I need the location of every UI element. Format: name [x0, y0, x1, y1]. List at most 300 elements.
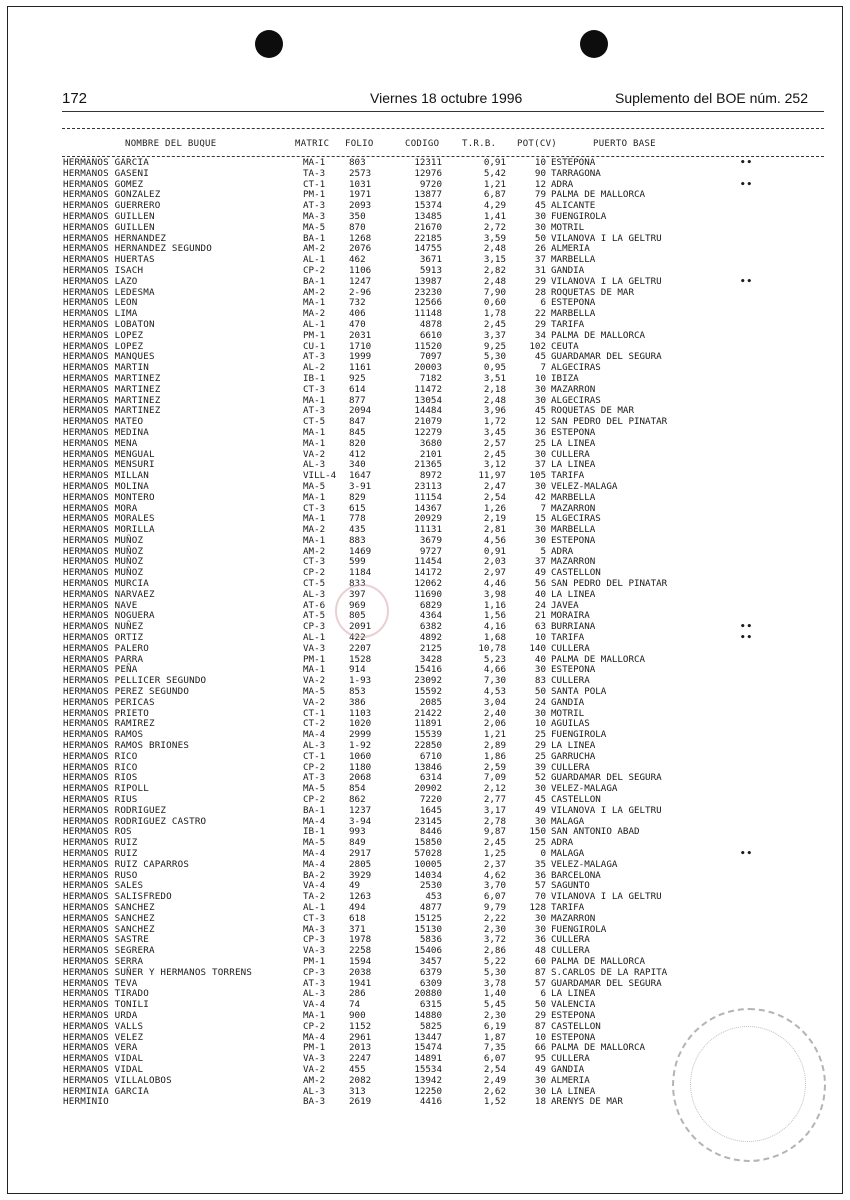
- home-port: MARBELLA: [551, 254, 596, 266]
- home-port: CEUTA: [551, 340, 579, 352]
- table-row: [0, 860, 850, 871]
- matricula: CT-3: [303, 912, 326, 924]
- codigo: 15125: [414, 912, 442, 924]
- vessel-name: HERMANOS RUIZ CAPARROS: [63, 858, 190, 870]
- matricula: AM-2: [303, 286, 326, 298]
- home-port: PALMA DE MALLORCA: [551, 189, 646, 201]
- folio: 1268: [349, 232, 372, 244]
- table-row: [0, 752, 850, 763]
- folio: 862: [349, 794, 366, 806]
- matricula: AL-3: [303, 1085, 326, 1097]
- home-port: ADRA: [551, 545, 574, 557]
- codigo: 15130: [414, 923, 442, 935]
- power-cv: 45: [534, 351, 546, 363]
- vessel-name: HERMANOS URDA: [63, 1009, 138, 1021]
- vessel-name: HERMANOS MENSURI: [63, 459, 155, 471]
- power-cv: 95: [534, 1053, 546, 1065]
- home-port: SAN PEDRO DEL PINATAR: [551, 416, 668, 428]
- trb: 0,91: [483, 545, 506, 557]
- matricula: AL-1: [303, 254, 326, 266]
- folio: 778: [349, 513, 366, 525]
- vessel-name: HERMANOS MARTINEZ: [63, 405, 161, 417]
- trb: 1,40: [483, 988, 506, 1000]
- archive-stamp: [672, 1008, 826, 1162]
- home-port: CULLERA: [551, 675, 590, 687]
- table-row: [0, 439, 850, 450]
- codigo: 5913: [419, 264, 442, 276]
- codigo: 8446: [419, 826, 442, 838]
- trb: 5,23: [483, 653, 506, 665]
- folio: 74: [349, 999, 361, 1011]
- matricula: MA-1: [303, 664, 326, 676]
- folio: 845: [349, 426, 366, 438]
- vessel-name: HERMANOS LEDESMA: [63, 286, 155, 298]
- trb: 3,15: [483, 254, 506, 266]
- power-cv: 70: [534, 891, 546, 903]
- matricula: AL-3: [303, 459, 326, 471]
- codigo: 4416: [419, 1096, 442, 1108]
- matricula: VA-3: [303, 945, 326, 957]
- power-cv: 36: [534, 426, 546, 438]
- home-port: ESTEPONA: [551, 157, 596, 168]
- codigo: 6710: [419, 750, 442, 762]
- power-cv: 150: [529, 826, 546, 838]
- trb: 2,30: [483, 923, 506, 935]
- power-cv: 105: [529, 470, 546, 482]
- trb: 11,97: [478, 470, 506, 482]
- matricula: VA-3: [303, 642, 326, 654]
- folio: 2068: [349, 772, 372, 784]
- folio: 397: [349, 588, 366, 600]
- matricula: PM-1: [303, 1042, 326, 1054]
- power-cv: 30: [534, 534, 546, 546]
- home-port: MORAIRA: [551, 610, 590, 622]
- power-cv: 102: [529, 340, 546, 352]
- home-port: MARBELLA: [551, 524, 596, 536]
- home-port: CASTELLON: [551, 794, 601, 806]
- power-cv: 30: [534, 923, 546, 935]
- codigo: 20880: [414, 988, 442, 1000]
- matricula: AM-2: [303, 243, 326, 255]
- home-port: MARBELLA: [551, 308, 596, 320]
- home-port: MALAGA: [551, 815, 585, 827]
- folio: 2917: [349, 848, 372, 859]
- matricula: VA-2: [303, 696, 326, 708]
- folio: 2091: [349, 621, 372, 633]
- power-cv: 37: [534, 254, 546, 266]
- folio: 1469: [349, 545, 372, 557]
- power-cv: 57: [534, 977, 546, 989]
- home-port: VILANOVA I LA GELTRU: [551, 804, 662, 816]
- trb: 4,16: [483, 621, 506, 633]
- home-port: GANDIA: [551, 1063, 585, 1075]
- codigo: 9727: [419, 545, 442, 557]
- folio: 1060: [349, 750, 372, 762]
- matricula: PM-1: [303, 329, 326, 341]
- trb: 1,72: [483, 416, 506, 428]
- folio: 614: [349, 383, 366, 395]
- power-cv: 37: [534, 459, 546, 471]
- vessel-name: HERMANOS LAZO: [63, 275, 138, 287]
- home-port: GANDIA: [551, 264, 585, 276]
- table-row: [0, 385, 850, 396]
- folio: 1184: [349, 567, 372, 579]
- folio: 1237: [349, 804, 372, 816]
- power-cv: 6: [540, 988, 546, 1000]
- codigo: 11148: [414, 308, 442, 320]
- folio: 1594: [349, 955, 372, 967]
- trb: 1,16: [483, 599, 506, 611]
- codigo: 14484: [414, 405, 442, 417]
- power-cv: 30: [534, 480, 546, 492]
- matricula: CP-2: [303, 761, 326, 773]
- power-cv: 48: [534, 945, 546, 957]
- power-cv: 49: [534, 1063, 546, 1075]
- trb: 3,37: [483, 329, 506, 341]
- mark: ••: [740, 621, 754, 633]
- trb: 4,66: [483, 664, 506, 676]
- codigo: 57028: [414, 848, 442, 859]
- folio: 422: [349, 632, 366, 644]
- vessel-name: HERMANOS GOMEZ: [63, 178, 144, 190]
- vessel-name: HERMANOS MUÑOZ: [63, 534, 144, 546]
- folio: 350: [349, 210, 366, 222]
- vessel-name: HERMANOS RUSO: [63, 869, 138, 881]
- matricula: PM-1: [303, 189, 326, 201]
- folio: 406: [349, 308, 366, 320]
- matricula: CT-1: [303, 750, 326, 762]
- matricula: AL-1: [303, 632, 326, 644]
- folio: 2619: [349, 1096, 372, 1108]
- trb: 9,87: [483, 826, 506, 838]
- codigo: 15592: [414, 686, 442, 698]
- folio: 1263: [349, 891, 372, 903]
- matricula: TA-3: [303, 167, 326, 179]
- vessel-name: HERMANOS GUILLEN: [63, 210, 155, 222]
- home-port: LA LINEA: [551, 988, 596, 1000]
- power-cv: 29: [534, 275, 546, 287]
- folio: 900: [349, 1009, 366, 1021]
- table-row: [0, 806, 850, 817]
- codigo: 6829: [419, 599, 442, 611]
- matricula: MA-4: [303, 815, 326, 827]
- column-header-pot: POT(CV): [517, 139, 558, 149]
- matricula: MA-4: [303, 729, 326, 741]
- matricula: MA-4: [303, 848, 326, 859]
- matricula: CU-1: [303, 340, 326, 352]
- power-cv: 30: [534, 664, 546, 676]
- power-cv: 26: [534, 243, 546, 255]
- vessel-name: HERMANOS GONZALEZ: [63, 189, 161, 201]
- trb: 2,37: [483, 858, 506, 870]
- trb: 3,98: [483, 588, 506, 600]
- trb: 6,07: [483, 1053, 506, 1065]
- vessel-name: HERMANOS MURCIA: [63, 578, 149, 590]
- publication-title: Suplemento del BOE núm. 252: [615, 90, 809, 106]
- vessel-name: HERMANOS MUÑOZ: [63, 556, 144, 568]
- matricula: MA-5: [303, 480, 326, 492]
- codigo: 20003: [414, 362, 442, 374]
- home-port: TARRAGONA: [551, 167, 601, 179]
- trb: 2,12: [483, 783, 506, 795]
- power-cv: 18: [534, 1096, 546, 1108]
- vessel-name: HERMANOS VERA: [63, 1042, 138, 1054]
- codigo: 7097: [419, 351, 442, 363]
- trb: 2,82: [483, 264, 506, 276]
- matricula: BA-1: [303, 275, 326, 287]
- matricula: PM-1: [303, 955, 326, 967]
- home-port: BURRIANA: [551, 621, 596, 633]
- folio: 820: [349, 437, 366, 449]
- power-cv: 140: [529, 642, 546, 654]
- vessel-name: HERMANOS PELLICER SEGUNDO: [63, 675, 207, 687]
- home-port: LA LINEA: [551, 588, 596, 600]
- power-cv: 10: [534, 1031, 546, 1043]
- vessel-name: HERMANOS SALES: [63, 880, 144, 892]
- matricula: AL-3: [303, 740, 326, 752]
- trb: 3,70: [483, 880, 506, 892]
- table-row: [0, 331, 850, 342]
- home-port: JAVEA: [551, 599, 579, 611]
- trb: 4,62: [483, 869, 506, 881]
- folio: 803: [349, 157, 366, 168]
- folio: 2258: [349, 945, 372, 957]
- home-port: ADRA: [551, 837, 574, 849]
- folio: 470: [349, 318, 366, 330]
- vessel-name: HERMANOS SERRA: [63, 955, 144, 967]
- codigo: 23145: [414, 815, 442, 827]
- home-port: CASTELLON: [551, 1020, 601, 1032]
- trb: 2,06: [483, 718, 506, 730]
- vessel-name: HERMANOS GASENI: [63, 167, 149, 179]
- power-cv: 36: [534, 934, 546, 946]
- power-cv: 25: [534, 750, 546, 762]
- home-port: ALGECIRAS: [551, 362, 601, 374]
- home-port: CULLERA: [551, 945, 590, 957]
- trb: 2,47: [483, 480, 506, 492]
- power-cv: 30: [534, 394, 546, 406]
- matricula: CT-1: [303, 707, 326, 719]
- trb: 1,52: [483, 1096, 506, 1108]
- home-port: LA LINEA: [551, 459, 596, 471]
- codigo: 6315: [419, 999, 442, 1011]
- vessel-name: HERMANOS NARVAEZ: [63, 588, 155, 600]
- codigo: 453: [425, 891, 442, 903]
- table-row: [0, 914, 850, 925]
- vessel-name: HERMANOS TIRADO: [63, 988, 149, 1000]
- mark: ••: [740, 157, 754, 168]
- codigo: 11472: [414, 383, 442, 395]
- power-cv: 7: [540, 362, 546, 374]
- matricula: BA-2: [303, 869, 326, 881]
- vessel-name: HERMANOS PEREZ SEGUNDO: [63, 686, 190, 698]
- folio: 2999: [349, 729, 372, 741]
- trb: 2,59: [483, 761, 506, 773]
- vessel-name: HERMANOS PERICAS: [63, 696, 155, 708]
- column-header-trb: T.R.B.: [462, 139, 497, 149]
- power-cv: 30: [534, 707, 546, 719]
- power-cv: 128: [529, 901, 546, 913]
- codigo: 12976: [414, 167, 442, 179]
- power-cv: 83: [534, 675, 546, 687]
- vessel-name: HERMANOS LOPEZ: [63, 329, 144, 341]
- power-cv: 10: [534, 372, 546, 384]
- matricula: IB-1: [303, 372, 326, 384]
- trb: 1,21: [483, 178, 506, 190]
- codigo: 20929: [414, 513, 442, 525]
- matricula: VA-2: [303, 1063, 326, 1075]
- codigo: 2085: [419, 696, 442, 708]
- trb: 2,97: [483, 567, 506, 579]
- vessel-name: HERMANOS ISACH: [63, 264, 144, 276]
- folio: 2573: [349, 167, 372, 179]
- home-port: PALMA DE MALLORCA: [551, 1042, 646, 1054]
- folio: 455: [349, 1063, 366, 1075]
- power-cv: 29: [534, 1009, 546, 1021]
- vessel-name: HERMANOS MUÑOZ: [63, 567, 144, 579]
- table-row: [0, 968, 850, 979]
- matricula: CP-3: [303, 934, 326, 946]
- power-cv: 28: [534, 286, 546, 298]
- codigo: 4364: [419, 610, 442, 622]
- power-cv: 36: [534, 869, 546, 881]
- matricula: MA-1: [303, 534, 326, 546]
- power-cv: 6: [540, 297, 546, 309]
- power-cv: 0: [540, 848, 546, 859]
- home-port: VILANOVA I LA GELTRU: [551, 891, 662, 903]
- codigo: 6379: [419, 966, 442, 978]
- punch-hole-left: [255, 30, 283, 58]
- matricula: MA-5: [303, 686, 326, 698]
- codigo: 15539: [414, 729, 442, 741]
- codigo: 21422: [414, 707, 442, 719]
- codigo: 2125: [419, 642, 442, 654]
- power-cv: 10: [534, 632, 546, 644]
- vessel-name: HERMANOS RICO: [63, 750, 138, 762]
- home-port: ESTEPONA: [551, 664, 596, 676]
- folio: 1999: [349, 351, 372, 363]
- trb: 1,56: [483, 610, 506, 622]
- matricula: AT-3: [303, 200, 326, 212]
- matricula: CP-2: [303, 794, 326, 806]
- vessel-name: HERMANOS MARTIN: [63, 362, 149, 374]
- trb: 2,54: [483, 491, 506, 503]
- vessel-name: HERMANOS LOBATON: [63, 318, 155, 330]
- folio: 2093: [349, 200, 372, 212]
- vessel-name: HERMANOS GUERRERO: [63, 200, 161, 212]
- vessel-name: HERMANOS NOGUERA: [63, 610, 155, 622]
- home-port: ARENYS DE MAR: [551, 1096, 623, 1108]
- trb: 2,57: [483, 437, 506, 449]
- home-port: ALGECIRAS: [551, 394, 601, 406]
- codigo: 11520: [414, 340, 442, 352]
- folio: 2247: [349, 1053, 372, 1065]
- trb: 2,78: [483, 815, 506, 827]
- codigo: 12062: [414, 578, 442, 590]
- trb: 4,56: [483, 534, 506, 546]
- matricula: MA-2: [303, 524, 326, 536]
- folio: 853: [349, 686, 366, 698]
- table-row: [0, 223, 850, 234]
- trb: 2,45: [483, 837, 506, 849]
- home-port: MAZARRON: [551, 383, 596, 395]
- power-cv: 60: [534, 955, 546, 967]
- folio: 435: [349, 524, 366, 536]
- home-port: CULLERA: [551, 761, 590, 773]
- matricula: AT-3: [303, 351, 326, 363]
- matricula: MA-3: [303, 923, 326, 935]
- folio: 618: [349, 912, 366, 924]
- home-port: ESTEPONA: [551, 534, 596, 546]
- trb: 3,96: [483, 405, 506, 417]
- vessel-name: HERMANOS ROS: [63, 826, 132, 838]
- matricula: MA-4: [303, 858, 326, 870]
- home-port: VELEZ-MALAGA: [551, 858, 618, 870]
- codigo: 22185: [414, 232, 442, 244]
- power-cv: 87: [534, 966, 546, 978]
- codigo: 2530: [419, 880, 442, 892]
- codigo: 3679: [419, 534, 442, 546]
- power-cv: 24: [534, 599, 546, 611]
- matricula: CT-3: [303, 502, 326, 514]
- trb: 7,35: [483, 1042, 506, 1054]
- codigo: 11690: [414, 588, 442, 600]
- home-port: ESTEPONA: [551, 1009, 596, 1021]
- trb: 1,68: [483, 632, 506, 644]
- matricula: MA-1: [303, 157, 326, 168]
- home-port: ROQUETAS DE MAR: [551, 405, 634, 417]
- vessel-name: HERMANOS SANCHEZ: [63, 901, 155, 913]
- matricula: MA-5: [303, 783, 326, 795]
- codigo: 14367: [414, 502, 442, 514]
- home-port: MAZARRON: [551, 556, 596, 568]
- home-port: CULLERA: [551, 1053, 590, 1065]
- folio: 462: [349, 254, 366, 266]
- trb: 2,45: [483, 318, 506, 330]
- power-cv: 37: [534, 556, 546, 568]
- home-port: ESTEPONA: [551, 1031, 596, 1043]
- trb: 9,79: [483, 901, 506, 913]
- trb: 2,62: [483, 1085, 506, 1097]
- matricula: CP-2: [303, 1020, 326, 1032]
- vessel-name: HERMANOS GUILLEN: [63, 221, 155, 233]
- home-port: FUENGIROLA: [551, 923, 607, 935]
- power-cv: 57: [534, 880, 546, 892]
- power-cv: 30: [534, 912, 546, 924]
- trb: 3,72: [483, 934, 506, 946]
- power-cv: 29: [534, 740, 546, 752]
- folio: 494: [349, 901, 366, 913]
- vessel-name: HERMANOS MENA: [63, 437, 138, 449]
- codigo: 4878: [419, 318, 442, 330]
- home-port: CULLERA: [551, 448, 590, 460]
- trb: 1,26: [483, 502, 506, 514]
- home-port: SAN ANTONIO ABAD: [551, 826, 640, 838]
- codigo: 21079: [414, 416, 442, 428]
- matricula: AM-2: [303, 545, 326, 557]
- column-header-port: PUERTO BASE: [593, 139, 656, 149]
- codigo: 12279: [414, 426, 442, 438]
- matricula: MA-1: [303, 437, 326, 449]
- home-port: CULLERA: [551, 934, 590, 946]
- folio: 1161: [349, 362, 372, 374]
- matricula: TA-2: [303, 891, 326, 903]
- vessel-name: HERMANOS HUERTAS: [63, 254, 155, 266]
- trb: 5,30: [483, 966, 506, 978]
- home-port: TARIFA: [551, 901, 585, 913]
- power-cv: 63: [534, 621, 546, 633]
- folio: 1647: [349, 470, 372, 482]
